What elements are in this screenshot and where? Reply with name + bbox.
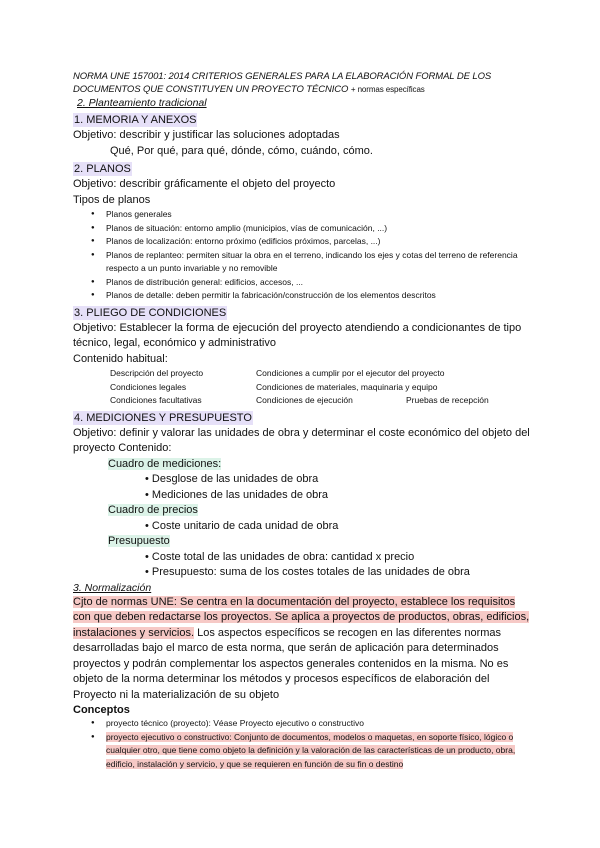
planos-heading: 2. PLANOS <box>74 163 131 175</box>
list-item: ● Planos de situación: entorno amplio (municipios, vías de comunicación, ...) <box>106 222 533 236</box>
list-item: ● Planos de distribución general: edificios, accesos, ... <box>106 276 533 290</box>
conceptos-heading: Conceptos <box>73 704 130 716</box>
list-item: • Presupuesto: suma de los costes totales de las unidades de obra <box>145 566 470 578</box>
list-item: • Coste total de las unidades de obra: cantidad x precio <box>145 550 415 563</box>
pliego-objetivo: Objetivo: Establecer la forma de ejecución del proyecto atendiendo a condicionantes de tipo técnico, legal, económico y administrativo <box>73 321 522 349</box>
pliego-heading: 3. PLIEGO DE CONDICIONES <box>74 306 227 319</box>
list-item: ● Planos de detalle: deben permitir la fabricación/construcción de los elementos descritos <box>106 289 533 303</box>
pliego-grid <box>73 367 533 408</box>
conceptos-list <box>73 717 533 771</box>
list-item: • Desglose de las unidades de obra <box>145 473 319 485</box>
cuadro-mediciones: Cuadro de mediciones: <box>108 457 222 470</box>
normalizacion-text <box>73 595 533 704</box>
memoria-objetivo: Objetivo: describir y justificar las soluciones adoptadas <box>73 129 340 141</box>
mediciones-heading: 4. MEDICIONES Y PRESUPUESTO <box>74 411 252 424</box>
grid-cell: Condiciones legales <box>110 381 187 392</box>
normalizacion-heading: 3. Normalización <box>73 581 152 594</box>
title-main: NORMA UNE 157001: 2014 CRITERIOS GENERALES PARA LA ELABORACIÓN FORMAL DE LOS DOCUMENTOS QUE CONSTITUYEN UN PROYECTO TÉCNICO <box>73 71 492 95</box>
normalizacion-rest: Los aspectos específicos se recogen en las diferentes normas desarrolladas bajo el marco de esta norma, que serán de aplicación para determinados proyectos y podrán complementar los aspectos generales contenidos en la misma. No es objeto de la norma determinar los métodos y procesos específicos de elaboración del Proyecto ni la materialización de su objeto <box>73 626 509 701</box>
list-item <box>106 731 533 772</box>
memoria-preguntas: Qué, Por qué, para qué, dónde, cómo, cuándo, cómo. <box>110 144 373 157</box>
list-item: ● Planos generales <box>106 208 533 222</box>
normalizacion-highlight: Cjto de normas UNE: Se centra en la documentación del proyecto, establece los requisitos con que deben redactarse los proyectos. Se aplica a proyectos de productos, obras, edificios, instalaciones y servicios. <box>73 595 530 639</box>
list-item: ● proyecto técnico (proyecto): Véase Proyecto ejecutivo o constructivo <box>106 717 533 731</box>
list-item: • Coste unitario de cada unidad de obra <box>145 519 339 532</box>
presupuesto-label: Presupuesto <box>108 535 170 547</box>
pliego-contenido: Contenido habitual: <box>73 352 168 365</box>
memoria-heading: 1. MEMORIA Y ANEXOS <box>74 114 197 126</box>
grid-cell: Condiciones facultativas <box>110 395 202 405</box>
concepto-highlight: proyecto ejecutivo o constructivo: Conjunto de documentos, modelos o maquetas, en soporte físico, lógico o cualquier otro, que tiene como objeto la definición y la valoración de las características de un producto, obra, edificio, instalación y servicio, y que se requieren en función de su fin o destino <box>106 731 516 769</box>
grid-cell: Descripción del proyecto <box>110 368 204 378</box>
planos-tipos: Tipos de planos <box>73 193 151 206</box>
section-2-heading: 2. Planteamiento tradicional <box>77 97 207 109</box>
planos-objetivo: Objetivo: describir gráficamente el objeto del proyecto <box>73 178 336 190</box>
planos-list <box>73 208 533 303</box>
document-title <box>73 70 533 96</box>
list-item: ● Planos de localización: entorno próximo (edificios próximos, parcelas, ...) <box>106 235 533 249</box>
grid-cell: Pruebas de recepción <box>406 395 489 405</box>
grid-cell: Condiciones de materiales, maquinaria y equipo <box>256 381 438 392</box>
document-page <box>73 70 533 771</box>
list-item: ● Planos de replanteo: permiten situar la obra en el terreno, indicando los ejes y cotas del terreno de referencia respecto a un punto invariable y no removible <box>106 249 533 276</box>
grid-cell <box>406 381 506 395</box>
list-item: • Mediciones de las unidades de obra <box>145 488 329 501</box>
grid-cell <box>406 367 506 381</box>
grid-cell: Condiciones a cumplir por el ejecutor del proyecto <box>256 368 445 378</box>
cuadro-precios: Cuadro de precios <box>108 504 198 516</box>
mediciones-objetivo: Objetivo: definir y valorar las unidades de obra y determinar el coste económico del objeto del proyecto Contenido: <box>73 426 530 454</box>
title-plus: + normas específicas <box>350 85 425 94</box>
grid-cell: Condiciones de ejecución <box>256 395 353 405</box>
